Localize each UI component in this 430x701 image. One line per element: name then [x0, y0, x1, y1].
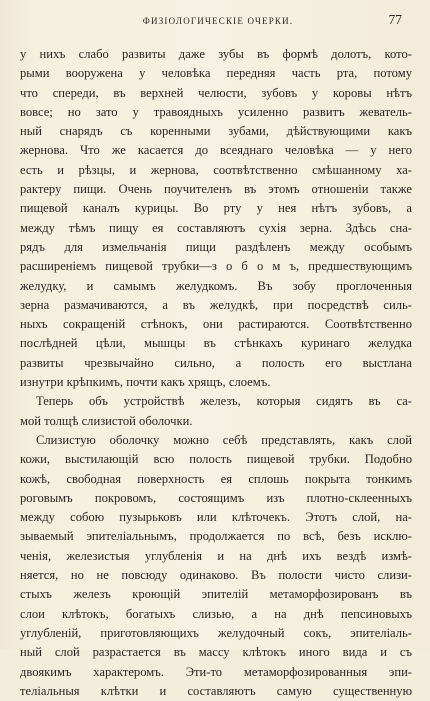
text-line: роговымъ покровомъ, состоящимъ изъ плотно-склеенныхъ: [20, 490, 412, 505]
page-number: 77: [388, 12, 402, 27]
paragraph-end-line: мой толщѣ слизистой оболочки.: [20, 413, 193, 428]
text-line: между собою пузырьковъ или клѣточекъ. Этотъ слой, на-: [20, 510, 412, 525]
text-line: рактеру пищи. Очень поучителенъ въ этомъ отношеніи также: [20, 182, 412, 197]
text-line: между тѣмъ пищу ея составляютъ сухія зерна. Здѣсь сна-: [20, 220, 412, 235]
text-line: кожи, выстилающій всю полость пищевой трубки. Подобно: [20, 452, 412, 467]
text-line: рядъ для измельчанія пищи раздѣленъ между особымъ: [20, 239, 412, 254]
text-line: желудку, и самымъ желудкомъ. Въ зобу проглоченныя: [20, 278, 412, 293]
text-line: ченія, железистыя углубленія и на днѣ ихъ вездѣ измѣ-: [20, 548, 412, 563]
text-line: ный снарядъ съ коренными зубами, дѣйствующими какъ: [20, 124, 412, 139]
text-line: стыхъ железъ кроющій эпителій метаморфозированъ въ: [20, 587, 412, 602]
text-line: двоякимъ характеромъ. Эти-то метаморфозированныя эпи-: [20, 664, 412, 679]
paragraph-start-line: Теперь объ устройствѣ железъ, которыя сидятъ въ са-: [36, 394, 412, 409]
text-line: зерна размачиваются, а въ желудкѣ, при посредствѣ силь-: [20, 297, 412, 312]
text-line: есть и рѣзцы, и жернова, соотвѣтственно смѣшанному ха-: [20, 162, 412, 177]
paragraph-end-line: изнутри крѣпкимъ, почти какъ хрящъ, слоемъ.: [20, 375, 271, 390]
text-line: ныхъ сокращеній стѣнокъ, они растираются. Соотвѣтственно: [20, 317, 412, 332]
text-line: послѣдней цѣли, мышцы въ стѣнкахъ куринаго желудка: [20, 336, 412, 351]
text-line: теліальныя клѣтки и составляютъ самую существенную: [20, 683, 412, 698]
text-line: развиты чрезвычайно сильно, а полость его выстлана: [20, 355, 412, 370]
text-line: зываемый эпителіальнымъ, продолжается по всѣ, безъ исклю-: [20, 529, 412, 544]
text-line: рыми вооружена у человѣка передняя часть рта, потому: [20, 66, 412, 81]
paragraph-start-line: Слизистую оболочку можно себѣ представлять, какъ слой: [36, 432, 412, 447]
text-line: у нихъ слабо развиты даже зубы въ формѣ долотъ, кото-: [20, 47, 412, 61]
text-line: пищевой каналъ курицы. Во рту у нея нѣтъ зубовъ, а: [20, 201, 412, 216]
text-line: расширеніемъ пищевой трубки—з о б о м ъ, предшествующимъ: [20, 259, 412, 274]
text-line: вовсе; но зато у травоядныхъ усиленно развитъ жеватель-: [20, 104, 412, 119]
text-line: кожѣ, свободная поверхность ея сплошь покрыта тонкимъ: [20, 471, 412, 486]
text-line: что спереди, въ верхней челюсти, зубовъ у коровы нѣтъ: [20, 85, 412, 100]
text-line: няется, но не повсюду одинаково. Въ полости чисто слизи-: [20, 568, 412, 583]
page-header: [24, 10, 412, 32]
text-line: углубленій, приготовляющихъ желудочный сокъ, эпителіаль-: [20, 625, 412, 640]
text-line: слои клѣтокъ, богатыхъ слизью, а на днѣ пепсиновыхъ: [20, 606, 412, 621]
running-head: ФИЗІОЛОГИЧЕСКІЕ ОЧЕРКИ.: [142, 16, 294, 26]
text-line: жернова. Что же касается до всеяднаго человѣка — у него: [20, 143, 412, 158]
page-body: [20, 45, 412, 701]
text-line: ный слой разрастается въ массу клѣтокъ иного вида и съ: [20, 645, 412, 660]
